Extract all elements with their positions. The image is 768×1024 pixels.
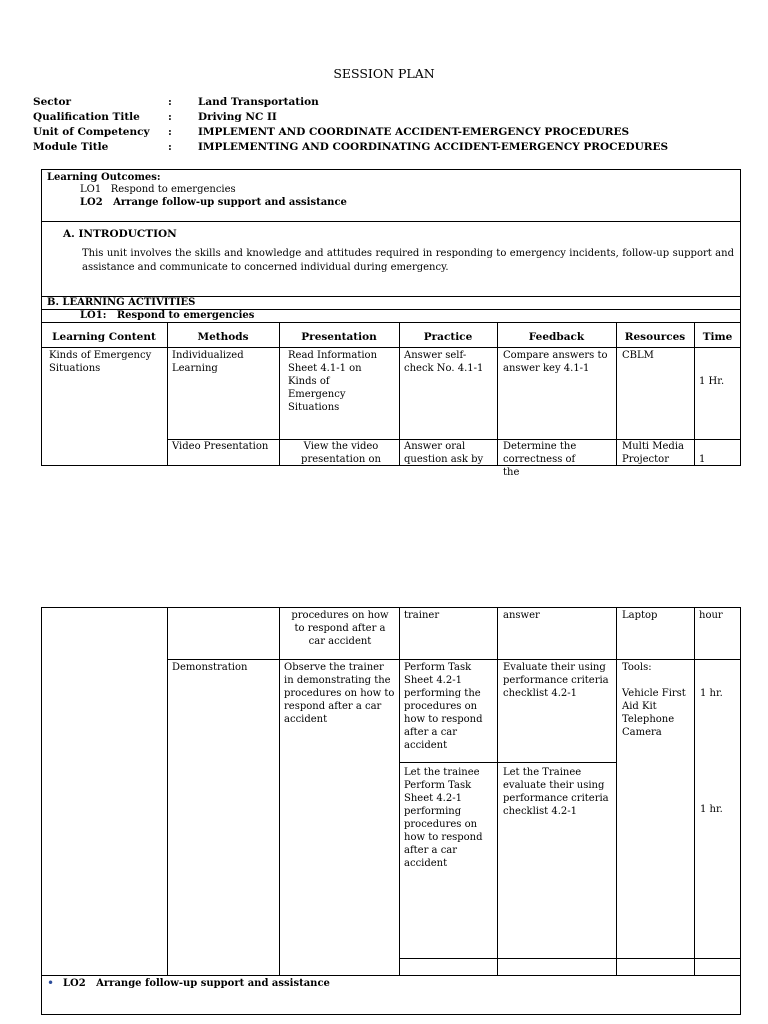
divider xyxy=(41,347,741,348)
column-line xyxy=(497,607,498,976)
divider xyxy=(399,958,741,959)
lo2-heading: LO2 Arrange follow-up support and assistance xyxy=(63,978,330,989)
table-cell-practice: Perform Task Sheet 4.2-1 performing the procedures on how to respond after a car accident xyxy=(404,662,483,751)
table-cell-content: Kinds of Emergency Situations xyxy=(49,350,152,374)
column-line xyxy=(399,607,400,976)
column-header-learning-content: Learning Content xyxy=(52,331,156,343)
table-cell-time: 1 Hr. xyxy=(699,376,725,387)
column-line xyxy=(399,322,400,466)
info-value: Driving NC II xyxy=(198,111,277,123)
column-line xyxy=(694,607,695,976)
column-line xyxy=(497,322,498,466)
table-cell-practice: trainer xyxy=(404,610,440,621)
divider xyxy=(41,221,741,222)
divider xyxy=(399,762,616,763)
table-cell-resources-label: Tools: xyxy=(622,662,652,673)
learning-outcome-lo2: LO2 Arrange follow-up support and assistance xyxy=(80,197,347,208)
divider xyxy=(41,322,741,323)
info-block xyxy=(33,95,668,155)
column-line xyxy=(616,607,617,976)
learning-outcomes-heading: Learning Outcomes: xyxy=(47,172,161,183)
table-cell-resources: Laptop xyxy=(622,610,658,621)
info-value: IMPLEMENTING AND COORDINATING ACCIDENT-EMERGENCY PROCEDURES xyxy=(198,141,669,153)
column-line xyxy=(167,607,168,976)
column-line xyxy=(167,322,168,466)
info-colon: : xyxy=(168,126,172,138)
info-colon: : xyxy=(168,141,172,153)
table-cell-time: 1 xyxy=(699,454,706,465)
table-cell-resources: CBLM xyxy=(622,350,654,361)
table-cell-presentation: Observe the trainer in demonstrating the procedures on how to respond after a car accident xyxy=(284,662,395,725)
column-header-time: Time xyxy=(702,331,733,343)
column-line xyxy=(694,322,695,466)
table-cell-practice: Answer oral question ask by xyxy=(404,441,484,465)
table-cell-presentation: View the video presentation on xyxy=(301,441,381,465)
table-cell-feedback: Determine the correctness of the xyxy=(503,441,577,478)
column-header-resources: Resources xyxy=(624,331,686,343)
info-row-module xyxy=(33,140,668,155)
info-label: Qualification Title xyxy=(33,111,140,123)
table-cell-method: Video Presentation xyxy=(172,441,269,452)
table-cell-presentation: procedures on how to respond after a car accident xyxy=(291,610,389,647)
info-label: Unit of Competency xyxy=(33,126,150,138)
table-cell-practice: Let the trainee Perform Task Sheet 4.2-1 performing procedures on how to respond after a car accident xyxy=(404,767,483,869)
learning-activities-heading: B. LEARNING ACTIVITIES xyxy=(47,297,196,308)
info-colon: : xyxy=(168,96,172,108)
info-label: Sector xyxy=(33,96,72,108)
table-cell-feedback: Let the Trainee evaluate their using performance criteria checklist 4.2-1 xyxy=(503,767,609,817)
table-cell-feedback: answer xyxy=(503,610,540,621)
info-value: Land Transportation xyxy=(198,96,319,108)
info-label: Module Title xyxy=(33,141,109,153)
column-header-presentation: Presentation xyxy=(301,331,377,343)
info-colon: : xyxy=(168,111,172,123)
table-cell-resources: Multi Media Projector xyxy=(622,441,684,465)
learning-outcome-lo1: LO1 Respond to emergencies xyxy=(80,184,236,195)
column-header-feedback: Feedback xyxy=(528,331,585,343)
divider xyxy=(167,659,741,660)
info-row-qualification xyxy=(33,110,668,125)
table-cell-time: 1 hr. xyxy=(700,688,723,699)
info-row-sector xyxy=(33,95,668,110)
table-cell-time: 1 hr. xyxy=(700,804,723,815)
table-cell-feedback: Compare answers to answer key 4.1-1 xyxy=(503,350,608,374)
bullet-icon: • xyxy=(47,976,55,990)
info-row-unit xyxy=(33,125,668,140)
table-cell-method: Demonstration xyxy=(172,662,248,673)
table-cell-time: hour xyxy=(699,610,723,621)
table-cell-method: Individualized Learning xyxy=(172,350,244,374)
introduction-heading: A. INTRODUCTION xyxy=(63,228,177,240)
page-title: SESSION PLAN xyxy=(333,66,435,81)
column-header-methods: Methods xyxy=(197,331,249,343)
activities-lo1: LO1: Respond to emergencies xyxy=(80,310,255,321)
info-value: IMPLEMENT AND COORDINATE ACCIDENT-EMERGENCY PROCEDURES xyxy=(198,126,630,138)
table-cell-practice: Answer self-check No. 4.1-1 xyxy=(404,350,484,374)
table-cell-resources: Vehicle First Aid Kit Telephone Camera xyxy=(622,688,686,738)
column-line xyxy=(616,322,617,466)
column-header-practice: Practice xyxy=(423,331,473,343)
table-cell-presentation: Read Information Sheet 4.1-1 on Kinds of Emergency Situations xyxy=(288,350,378,413)
column-line xyxy=(279,322,280,466)
table-cell-feedback: Evaluate their using performance criteria checklist 4.2-1 xyxy=(503,662,609,699)
column-line xyxy=(279,607,280,976)
introduction-text: This unit involves the skills and knowledge and attitudes required in responding to emergency incidents, follow-up support and assistance and communicate to concerned individual during emergency. xyxy=(82,248,734,273)
